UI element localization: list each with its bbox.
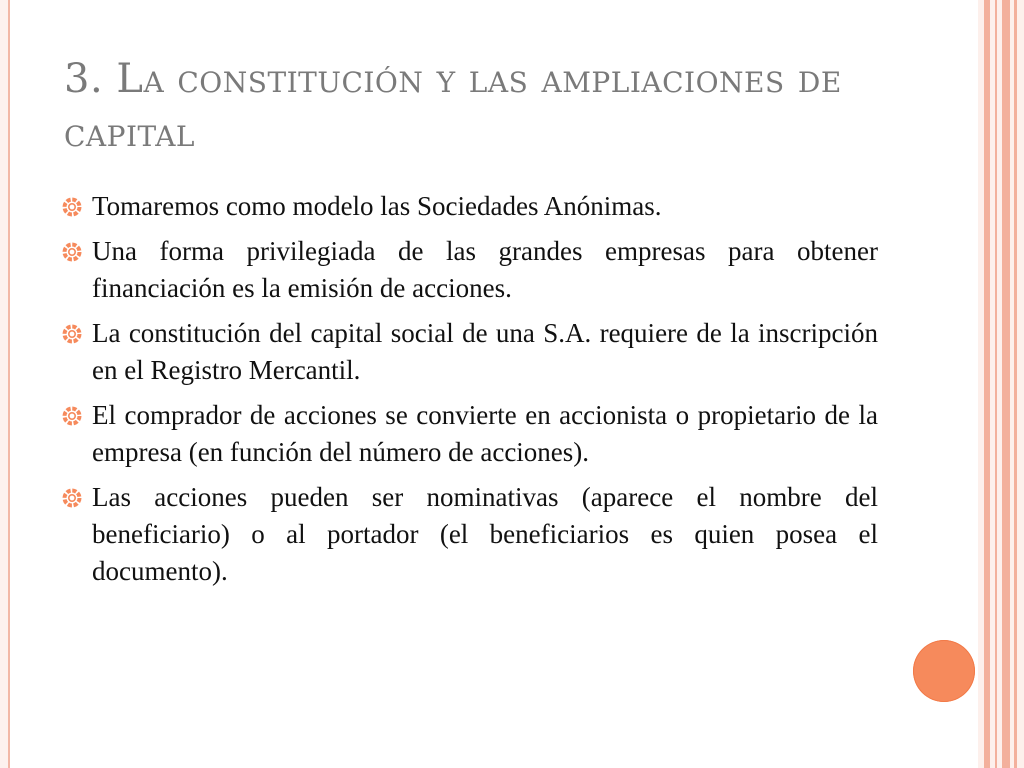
gear-bullet-icon [62, 488, 82, 508]
gear-bullet-icon [62, 197, 82, 217]
bullet-text: Una forma privilegiada de las grandes empresas para obtener financiación es la emisión de acciones. [92, 236, 878, 303]
gear-bullet-icon [62, 242, 82, 262]
gear-bullet-icon [62, 324, 82, 344]
gear-bullet-icon [62, 406, 82, 426]
left-border-decoration [0, 0, 10, 768]
bullet-text: Las acciones pueden ser nominativas (aparece el nombre del beneficiario) o al portador (el beneficiarios es quien posea el documento). [92, 482, 878, 586]
bullet-item [62, 188, 878, 225]
bullet-item [62, 315, 878, 389]
bullet-text: El comprador de acciones se convierte en accionista o propietario de la empresa (en función del número de acciones). [92, 400, 878, 467]
right-stripe-decoration [978, 0, 1024, 768]
bullet-text: Tomaremos como modelo las Sociedades Anónimas. [92, 191, 662, 221]
bullet-item [62, 397, 878, 471]
bullet-text: La constitución del capital social de una S.A. requiere de la inscripción en el Registro Mercantil. [92, 318, 878, 385]
bullet-item [62, 479, 878, 590]
bullet-list [62, 188, 878, 598]
orange-circle-decoration [913, 640, 975, 702]
slide-title: 3. La constitución y las ampliaciones de capital [64, 56, 842, 156]
bullet-item [62, 233, 878, 307]
